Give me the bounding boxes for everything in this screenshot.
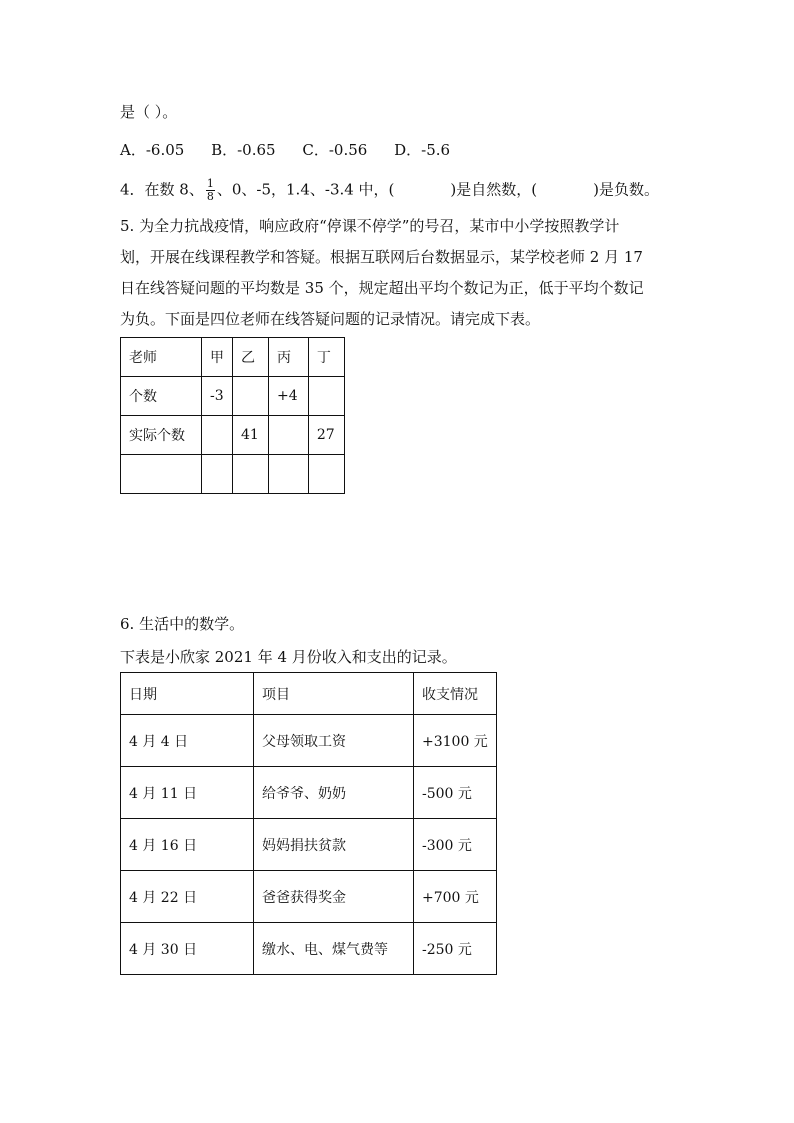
table-row — [121, 767, 497, 819]
fraction-denominator: 8 — [206, 190, 214, 203]
table-cell: 项目 — [254, 673, 414, 715]
table-cell[interactable] — [308, 455, 344, 494]
table-cell: 4 月 11 日 — [121, 767, 254, 819]
option-a: A．-6.05 — [120, 141, 185, 159]
table-cell[interactable] — [202, 455, 233, 494]
table-cell: 4 月 30 日 — [121, 923, 254, 975]
option-d: D．-5.6 — [394, 141, 451, 159]
table-cell: 4 月 4 日 — [121, 715, 254, 767]
table-cell: +700 元 — [414, 871, 497, 923]
table-cell: 爸爸获得奖金 — [254, 871, 414, 923]
q4-middle: 、0、-5，1.4、-3.4 中，( — [216, 180, 395, 199]
table-cell: 父母领取工资 — [254, 715, 414, 767]
table-cell: 妈妈捐扶贫款 — [254, 819, 414, 871]
table-cell: 给爷爷、奶奶 — [254, 767, 414, 819]
q4-prefix: 4．在数 8、 — [120, 180, 204, 199]
question-6-intro: 下表是小欣家 2021 年 4 月份收入和支出的记录。 — [120, 648, 457, 666]
question-5-line-4: 为负。下面是四位老师在线答疑问题的记录情况。请完成下表。 — [120, 310, 541, 328]
table-row — [121, 923, 497, 975]
table-cell[interactable] — [232, 377, 268, 416]
table-cell[interactable] — [121, 455, 202, 494]
table-cell: 丙 — [269, 338, 309, 377]
table-cell: -250 元 — [414, 923, 497, 975]
table-cell[interactable] — [202, 416, 233, 455]
option-c: C．-0.56 — [302, 141, 368, 159]
table-cell: -500 元 — [414, 767, 497, 819]
question-5-line-1: 5. 为全力抗战疫情，响应政府“停课不停学”的号召，某市中小学按照教学计 — [120, 217, 620, 235]
table-cell: +3100 元 — [414, 715, 497, 767]
table-cell[interactable] — [269, 416, 309, 455]
teacher-record-table — [120, 337, 345, 494]
table-cell: 27 — [308, 416, 344, 455]
table-cell: 乙 — [232, 338, 268, 377]
table-cell: 收支情况 — [414, 673, 497, 715]
income-expense-table — [120, 672, 497, 975]
table-cell: -3 — [202, 377, 233, 416]
table-cell: -300 元 — [414, 819, 497, 871]
table-cell: 实际个数 — [121, 416, 202, 455]
table-cell: +4 — [269, 377, 309, 416]
fraction-numerator: 1 — [206, 177, 214, 190]
table-cell: 甲 — [202, 338, 233, 377]
question-4 — [120, 178, 659, 203]
table-cell[interactable] — [232, 455, 268, 494]
table-row — [121, 673, 497, 715]
question-5-line-2: 划，开展在线课程教学和答疑。根据互联网后台数据显示，某学校老师 2 月 17 — [120, 248, 643, 266]
fraction-one-eighth — [206, 178, 215, 203]
question-5-line-3: 日在线答疑问题的平均数是 35 个，规定超出平均个数记为正，低于平均个数记 — [120, 279, 644, 297]
table-row — [121, 455, 345, 494]
table-cell: 缴水、电、煤气费等 — [254, 923, 414, 975]
table-cell: 4 月 22 日 — [121, 871, 254, 923]
q4-natural: )是自然数，( — [450, 180, 538, 199]
table-row — [121, 416, 345, 455]
table-row — [121, 819, 497, 871]
table-cell: 日期 — [121, 673, 254, 715]
table-row — [121, 871, 497, 923]
table-cell: 4 月 16 日 — [121, 819, 254, 871]
table-cell: 41 — [232, 416, 268, 455]
table-row — [121, 377, 345, 416]
table-cell: 丁 — [308, 338, 344, 377]
table-cell[interactable] — [269, 455, 309, 494]
table-row — [121, 338, 345, 377]
table-cell: 个数 — [121, 377, 202, 416]
table-cell: 老师 — [121, 338, 202, 377]
table-cell[interactable] — [308, 377, 344, 416]
table-row — [121, 715, 497, 767]
q4-negative: )是负数。 — [593, 180, 659, 199]
question-3-tail: 是（ ）。 — [120, 103, 178, 121]
question-6-title: 6. 生活中的数学。 — [120, 615, 245, 633]
option-b: B．-0.65 — [211, 141, 276, 159]
question-3-options — [120, 140, 472, 160]
